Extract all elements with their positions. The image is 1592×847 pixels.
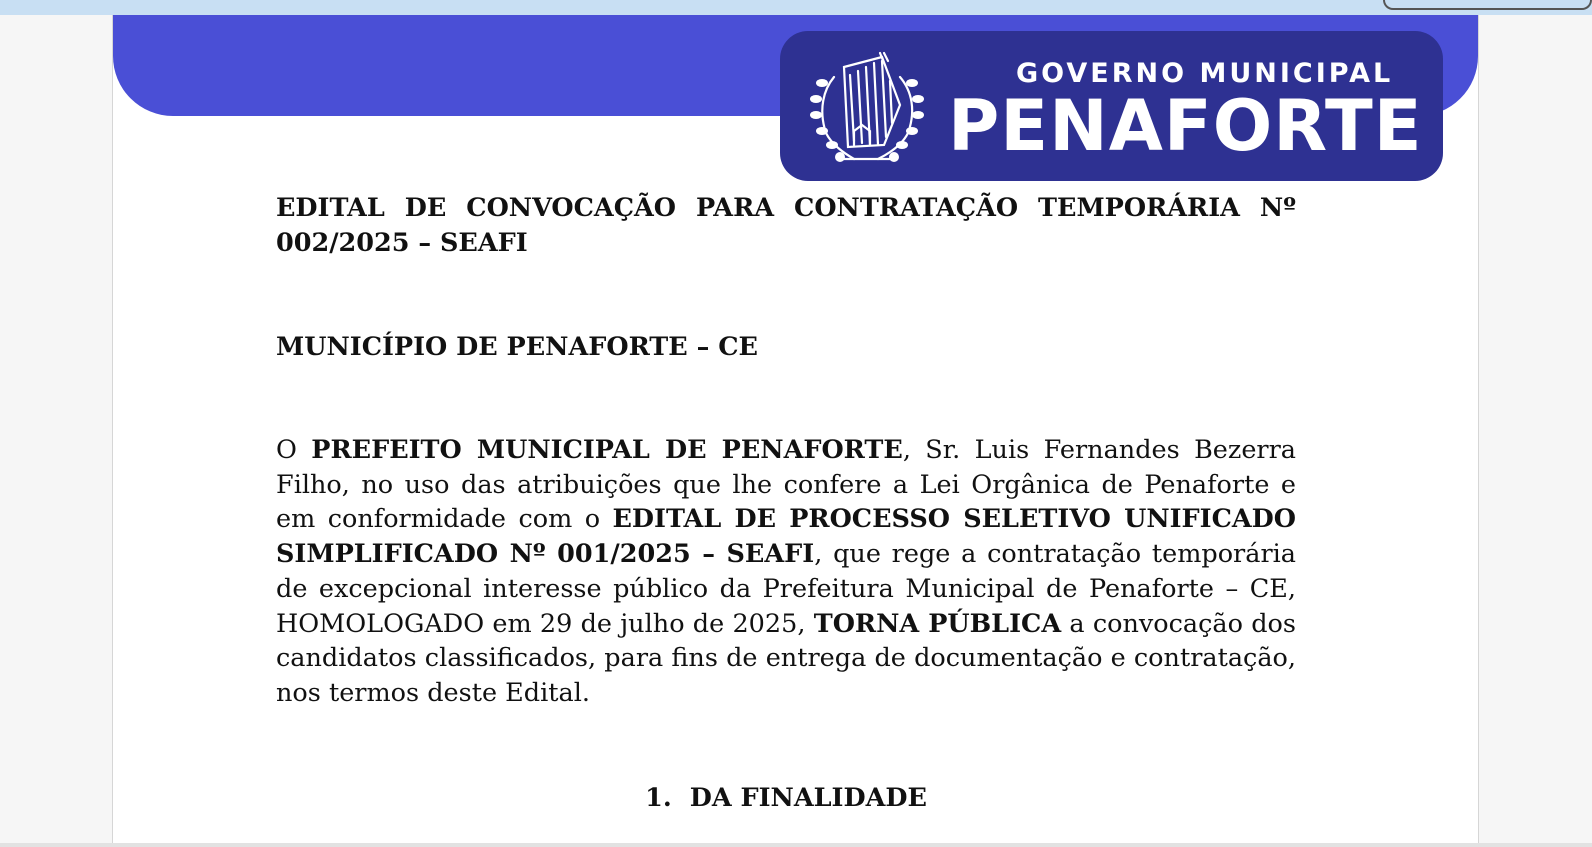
paragraph-text: O [276, 435, 312, 465]
paragraph-bold-text: EDITAL DE PROCESSO SELETIVO UNIFICADO SIMPLIFICADO Nº 001/2025 – SEAFI [276, 504, 1296, 570]
logo-subtitle: GOVERNO MUNICIPAL [1016, 58, 1394, 89]
logo-brand-name: PENAFORTE [948, 85, 1423, 167]
window-corner-frame [1383, 0, 1592, 10]
paragraph-text: , que rege a contratação temporária de excepcional interesse público da Prefeitura Municipal de Penaforte – CE, HOMOLOGADO em 29 de julho de 2025, [276, 539, 1296, 639]
document-title: EDITAL DE CONVOCAÇÃO PARA CONTRATAÇÃO TEMPORÁRIA Nº 002/2025 – SEAFI [276, 193, 1296, 258]
section-number: 1. [645, 782, 672, 813]
browser-top-strip [0, 0, 1592, 15]
viewer-bottom-edge [0, 843, 1592, 847]
document-page [112, 15, 1479, 845]
municipal-crest-icon [804, 49, 929, 167]
section-heading [276, 781, 1296, 816]
paragraph-bold-text: PREFEITO MUNICIPAL DE PENAFORTE [311, 435, 903, 465]
municipal-logo [780, 31, 1443, 181]
section-title: DA FINALIDADE [689, 782, 927, 813]
document-subtitle: MUNICÍPIO DE PENAFORTE – CE [276, 332, 758, 362]
intro-paragraph [276, 433, 1296, 711]
paragraph-text: a convocação dos candidatos classificados, para fins de entrega de documentação e contratação, nos termos deste Edital. [276, 608, 1296, 708]
paragraph-bold-text: TORNA PÚBLICA [813, 608, 1062, 639]
paragraph-text: , Sr. Luis Fernandes Bezerra Filho, no uso das atribuições que lhe confere a Lei Orgânica de Penaforte e em conformidade com o [276, 435, 1297, 535]
document-body [276, 191, 1296, 816]
